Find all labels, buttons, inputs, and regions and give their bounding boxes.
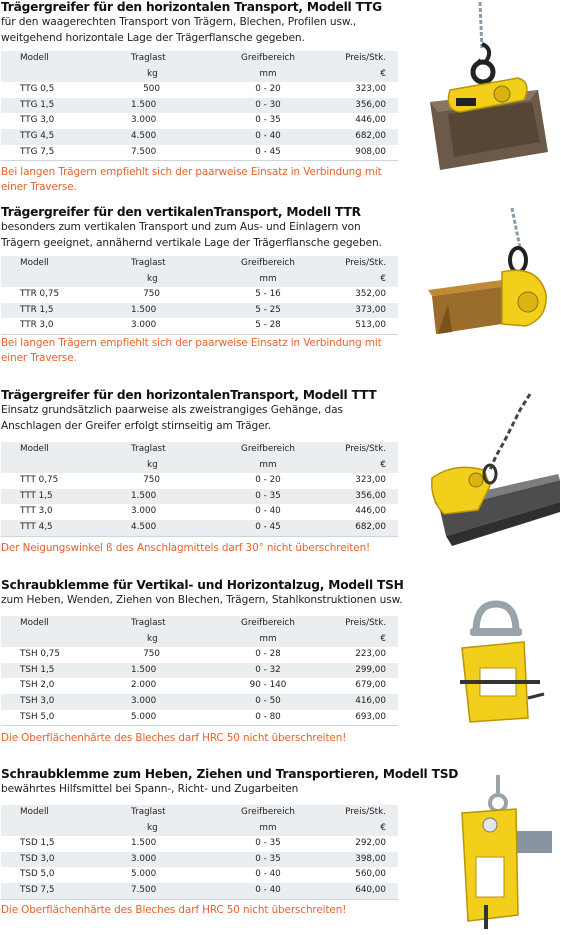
table-row	[1, 836, 398, 852]
table-row	[1, 473, 398, 489]
table-row	[1, 694, 398, 710]
header-preis: Preis/Stk.	[345, 258, 386, 268]
cell-traglast: 3.000	[131, 115, 157, 126]
table-row	[1, 129, 398, 145]
table-row	[1, 867, 398, 883]
cell-greifbereich: 0 - 35	[255, 490, 281, 501]
section-note: Bei langen Trägern empfiehlt sich der paarweise Einsatz in Verbindung mit einer Traverse.	[1, 337, 382, 364]
section-title: Trägergreifer für den horizontalenTransport, Modell TTT	[1, 388, 377, 402]
cell-traglast: 7.500	[131, 884, 157, 895]
unit-mm: mm	[259, 822, 277, 833]
cell-preis: 560,00	[355, 869, 386, 880]
cell-modell: TTT 4,5	[20, 521, 53, 532]
unit-kg: kg	[147, 459, 158, 470]
cell-greifbereich: 0 - 28	[255, 649, 281, 660]
cell-preis: 398,00	[355, 853, 386, 864]
section-note: Der Neigungswinkel ß des Anschlagmittels darf 30° nicht überschreiten!	[1, 542, 371, 554]
unit-euro: €	[380, 273, 386, 284]
cell-traglast: 5.000	[131, 711, 157, 722]
unit-mm: mm	[259, 273, 277, 284]
table-header-row	[1, 616, 398, 632]
cell-traglast: 750	[143, 289, 160, 300]
cell-modell: TSH 1,5	[20, 664, 55, 675]
cell-traglast: 1.500	[131, 490, 157, 501]
table-unit-row	[1, 458, 398, 474]
cell-modell: TTG 1,5	[20, 99, 55, 110]
unit-euro: €	[380, 459, 386, 470]
section-note: Die Oberflächenhärte des Bleches darf HRC 50 nicht überschreiten!	[1, 904, 347, 916]
cell-modell: TSH 0,75	[20, 649, 60, 660]
cell-preis: 323,00	[355, 475, 386, 486]
header-traglast: Traglast	[131, 807, 166, 817]
cell-traglast: 4.500	[131, 521, 157, 532]
cell-traglast: 1.500	[131, 664, 157, 675]
cell-traglast: 3.000	[131, 853, 157, 864]
cell-traglast: 2.000	[131, 680, 157, 691]
cell-traglast: 5.000	[131, 869, 157, 880]
section-description: Einsatz grundsätzlich paarweise als zweistrangiges Gehänge, das Anschlagen der Greifer erfolgt stirnseitig am Träger.	[1, 404, 343, 432]
price-table	[1, 616, 398, 726]
cell-greifbereich: 5 - 25	[255, 304, 281, 315]
tsd-screw-clamp-image	[440, 775, 555, 930]
table-row	[1, 647, 398, 663]
table-row	[1, 287, 398, 303]
cell-modell: TSD 7,5	[20, 884, 55, 895]
cell-preis: 679,00	[355, 680, 386, 691]
section-description: bewährtes Hilfsmittel bei Spann-, Richt- und Zugarbeiten	[1, 783, 299, 795]
cell-traglast: 750	[143, 475, 160, 486]
table-row	[1, 113, 398, 129]
table-row	[1, 303, 398, 319]
tsh-screw-clamp-image	[440, 598, 550, 733]
cell-greifbereich: 0 - 35	[255, 838, 281, 849]
table-row	[1, 710, 398, 727]
header-modell: Modell	[20, 618, 49, 628]
section-title: Schraubklemme zum Heben, Ziehen und Transportieren, Modell TSD	[1, 767, 459, 781]
unit-mm: mm	[259, 459, 277, 470]
cell-modell: TSH 2,0	[20, 680, 55, 691]
header-greifbereich: Greifbereich	[241, 258, 295, 268]
table-unit-row	[1, 821, 398, 837]
cell-modell: TTG 0,5	[20, 84, 55, 95]
unit-kg: kg	[147, 273, 158, 284]
ttt-clamp-on-beam-image	[420, 390, 560, 550]
cell-preis: 640,00	[355, 884, 386, 895]
unit-mm: mm	[259, 68, 277, 79]
table-row	[1, 145, 398, 162]
cell-greifbereich: 5 - 16	[255, 289, 281, 300]
section-description: für den waagerechten Transport von Trägern, Blechen, Profilen usw., weitgehend horizontale Lage der Trägerflansche gegeben.	[1, 16, 357, 44]
ttr-clamp-on-beam-image	[418, 208, 558, 348]
section-note: Die Oberflächenhärte des Bleches darf HRC 50 nicht überschreiten!	[1, 732, 347, 744]
table-header-row	[1, 805, 398, 821]
header-traglast: Traglast	[131, 258, 166, 268]
cell-modell: TTT 0,75	[20, 475, 59, 486]
table-unit-row	[1, 272, 398, 288]
unit-kg: kg	[147, 68, 158, 79]
cell-greifbereich: 0 - 50	[255, 695, 281, 706]
cell-modell: TSH 5,0	[20, 711, 55, 722]
header-greifbereich: Greifbereich	[241, 807, 295, 817]
cell-greifbereich: 0 - 32	[255, 664, 281, 675]
cell-modell: TTR 0,75	[20, 289, 60, 300]
price-table	[1, 256, 398, 335]
cell-traglast: 3.000	[131, 320, 157, 331]
header-modell: Modell	[20, 444, 49, 454]
cell-greifbereich: 0 - 45	[255, 521, 281, 532]
cell-preis: 908,00	[355, 146, 386, 157]
unit-euro: €	[380, 68, 386, 79]
cell-modell: TSD 1,5	[20, 838, 55, 849]
cell-preis: 292,00	[355, 838, 386, 849]
section-note: Bei langen Trägern empfiehlt sich der paarweise Einsatz in Verbindung mit einer Traverse.	[1, 166, 382, 193]
table-row	[1, 318, 398, 335]
unit-euro: €	[380, 633, 386, 644]
section-description: zum Heben, Wenden, Ziehen von Blechen, Trägern, Stahlkonstruktionen usw.	[1, 594, 403, 606]
cell-traglast: 750	[143, 649, 160, 660]
section-title: Trägergreifer für den horizontalen Transport, Modell TTG	[1, 0, 382, 14]
table-header-row	[1, 256, 398, 272]
cell-modell: TTT 1,5	[20, 490, 53, 501]
header-modell: Modell	[20, 258, 49, 268]
table-row	[1, 489, 398, 505]
table-row	[1, 678, 398, 694]
table-header-row	[1, 51, 398, 67]
cell-preis: 299,00	[355, 664, 386, 675]
cell-traglast: 1.500	[131, 304, 157, 315]
cell-preis: 416,00	[355, 695, 386, 706]
cell-greifbereich: 0 - 35	[255, 853, 281, 864]
table-unit-row	[1, 632, 398, 648]
cell-greifbereich: 90 - 140	[249, 680, 287, 691]
cell-greifbereich: 0 - 40	[255, 869, 281, 880]
cell-modell: TSD 3,0	[20, 853, 55, 864]
table-row	[1, 852, 398, 868]
price-table	[1, 442, 398, 537]
cell-preis: 446,00	[355, 506, 386, 517]
header-modell: Modell	[20, 53, 49, 63]
cell-traglast: 500	[143, 84, 160, 95]
cell-modell: TTT 3,0	[20, 506, 53, 517]
cell-preis: 356,00	[355, 99, 386, 110]
section-description: besonders zum vertikalen Transport und zum Aus- und Einlagern von Trägern geeignet, annähernd vertikale Lage der Trägerflansche gegeben.	[1, 221, 382, 249]
cell-greifbereich: 0 - 40	[255, 130, 281, 141]
cell-greifbereich: 0 - 35	[255, 115, 281, 126]
table-row	[1, 98, 398, 114]
header-greifbereich: Greifbereich	[241, 618, 295, 628]
cell-preis: 693,00	[355, 711, 386, 722]
cell-preis: 356,00	[355, 490, 386, 501]
cell-preis: 682,00	[355, 130, 386, 141]
ttg-clamp-on-beam-image	[420, 2, 560, 172]
cell-preis: 323,00	[355, 84, 386, 95]
cell-traglast: 4.500	[131, 130, 157, 141]
cell-modell: TTG 7,5	[20, 146, 55, 157]
header-preis: Preis/Stk.	[345, 53, 386, 63]
table-row	[1, 663, 398, 679]
cell-modell: TSH 3,0	[20, 695, 55, 706]
header-traglast: Traglast	[131, 618, 166, 628]
header-greifbereich: Greifbereich	[241, 444, 295, 454]
header-modell: Modell	[20, 807, 49, 817]
cell-greifbereich: 0 - 20	[255, 84, 281, 95]
cell-preis: 223,00	[355, 649, 386, 660]
cell-modell: TTR 3,0	[20, 320, 54, 331]
cell-greifbereich: 0 - 40	[255, 884, 281, 895]
cell-greifbereich: 0 - 80	[255, 711, 281, 722]
cell-greifbereich: 0 - 20	[255, 475, 281, 486]
cell-greifbereich: 0 - 45	[255, 146, 281, 157]
unit-euro: €	[380, 822, 386, 833]
table-row	[1, 504, 398, 520]
unit-kg: kg	[147, 633, 158, 644]
cell-traglast: 3.000	[131, 695, 157, 706]
table-row	[1, 82, 398, 98]
table-header-row	[1, 442, 398, 458]
cell-modell: TTR 1,5	[20, 304, 54, 315]
cell-greifbereich: 5 - 28	[255, 320, 281, 331]
cell-traglast: 1.500	[131, 838, 157, 849]
cell-traglast: 1.500	[131, 99, 157, 110]
header-traglast: Traglast	[131, 53, 166, 63]
table-row	[1, 520, 398, 537]
cell-preis: 373,00	[355, 304, 386, 315]
cell-preis: 446,00	[355, 115, 386, 126]
cell-modell: TSD 5,0	[20, 869, 55, 880]
cell-preis: 682,00	[355, 521, 386, 532]
unit-mm: mm	[259, 633, 277, 644]
header-greifbereich: Greifbereich	[241, 53, 295, 63]
price-table	[1, 805, 398, 900]
cell-traglast: 3.000	[131, 506, 157, 517]
header-traglast: Traglast	[131, 444, 166, 454]
section-title: Schraubklemme für Vertikal- und Horizontalzug, Modell TSH	[1, 578, 404, 592]
header-preis: Preis/Stk.	[345, 444, 386, 454]
table-unit-row	[1, 67, 398, 83]
cell-modell: TTG 3,0	[20, 115, 55, 126]
header-preis: Preis/Stk.	[345, 807, 386, 817]
price-table	[1, 51, 398, 161]
cell-preis: 513,00	[355, 320, 386, 331]
cell-greifbereich: 0 - 40	[255, 506, 281, 517]
table-row	[1, 883, 398, 900]
section-title: Trägergreifer für den vertikalenTransport, Modell TTR	[1, 205, 361, 219]
cell-preis: 352,00	[355, 289, 386, 300]
cell-traglast: 7.500	[131, 146, 157, 157]
cell-greifbereich: 0 - 30	[255, 99, 281, 110]
cell-modell: TTG 4,5	[20, 130, 55, 141]
header-preis: Preis/Stk.	[345, 618, 386, 628]
unit-kg: kg	[147, 822, 158, 833]
